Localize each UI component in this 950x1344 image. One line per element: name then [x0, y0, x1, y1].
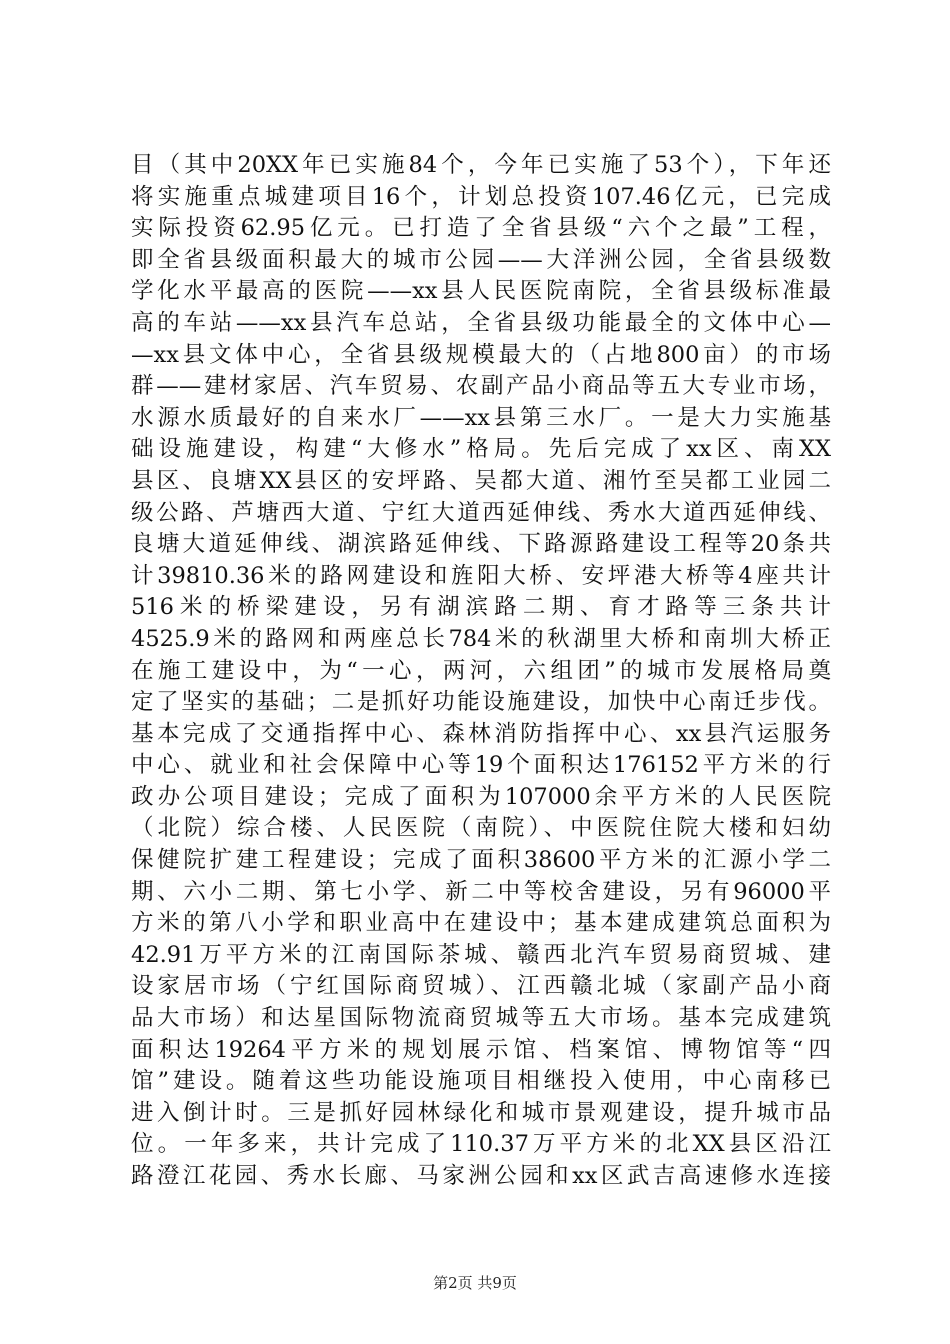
text-line: 品大市场）和达星国际物流商贸城等五大市场。基本完成建筑	[131, 1005, 831, 1032]
text-line: 学化水平最高的医院——xx县人民医院南院，全省县级标准最	[131, 278, 831, 305]
text-line: 4525.9米的路网和两座总长784米的秋湖里大桥和南圳大桥正	[131, 625, 831, 652]
text-line: 定了坚实的基础；二是抓好功能设施建设，加快中心南迁步伐。	[131, 689, 831, 716]
text-line: 级公路、芦塘西大道、宁红大道西延伸线、秀水大道西延伸线、	[131, 499, 831, 526]
text-line: 目（其中20XX年已实施84个，今年已实施了53个），下年还	[131, 152, 831, 178]
text-line: （北院）综合楼、人民医院（南院）、中医院住院大楼和妇幼	[131, 815, 831, 842]
text-line: 县区、良塘XX县区的安坪路、吴都大道、湘竹至吴都工业园二	[131, 467, 831, 494]
page-footer: 第2页 共9页	[433, 1274, 517, 1292]
text-line: 面积达19264平方米的规划展示馆、档案馆、博物馆等“四	[131, 1036, 831, 1063]
text-line: 期、六小二期、第七小学、新二中等校舍建设，另有96000平	[131, 878, 831, 905]
text-line: 高的车站——xx县汽车总站，全省县级功能最全的文体中心—	[131, 309, 831, 336]
text-line: 42.91万平方米的江南国际茶城、赣西北汽车贸易商贸城、建	[131, 941, 831, 968]
text-line: 水源水质最好的自来水厂——xx县第三水厂。一是大力实施基	[131, 404, 831, 431]
text-line: 中心、就业和社会保障中心等19个面积达176152平方米的行	[131, 752, 831, 779]
text-line: 即全省县级面积最大的城市公园——大洋洲公园，全省县级数	[131, 246, 831, 273]
text-line: 政办公项目建设；完成了面积为107000余平方米的人民医院	[131, 783, 831, 810]
text-line: 基本完成了交通指挥中心、森林消防指挥中心、xx县汽运服务	[131, 720, 831, 747]
text-line: 在施工建设中，为“一心，两河，六组团”的城市发展格局奠	[131, 657, 831, 684]
text-line: 路澄江花园、秀水长廊、马家洲公园和xx区武吉高速修水连接	[131, 1163, 831, 1189]
text-line: 位。一年多来，共计完成了110.37万平方米的北XX县区沿江	[131, 1131, 831, 1158]
text-line: 础设施建设，构建“大修水”格局。先后完成了xx区、南XX	[131, 436, 831, 463]
body-text	[131, 150, 831, 1193]
text-line: 馆”建设。随着这些功能设施项目相继投入使用，中心南移已	[131, 1068, 831, 1095]
text-line: 良塘大道延伸线、湖滨路延伸线、下路源路建设工程等20条共	[131, 531, 831, 558]
text-line: 设家居市场（宁红国际商贸城）、江西赣北城（家副产品小商	[131, 973, 831, 1000]
text-line: —xx县文体中心，全省县级规模最大的（占地800亩）的市场	[131, 341, 831, 368]
text-line: 进入倒计时。三是抓好园林绿化和城市景观建设，提升城市品	[131, 1099, 831, 1126]
text-line: 计39810.36米的路网建设和旌阳大桥、安坪港大桥等4座共计	[131, 562, 831, 589]
text-line: 将实施重点城建项目16个，计划总投资107.46亿元，已完成	[131, 183, 831, 210]
text-line: 群——建材家居、汽车贸易、农副产品小商品等五大专业市场，	[131, 373, 831, 400]
text-line: 516米的桥梁建设，另有湖滨路二期、育才路等三条共计	[131, 594, 831, 621]
text-line: 实际投资62.95亿元。已打造了全省县级“六个之最”工程，	[131, 215, 831, 242]
text-line: 保健院扩建工程建设；完成了面积38600平方米的汇源小学二	[131, 847, 831, 874]
text-line: 方米的第八小学和职业高中在建设中；基本建成建筑总面积为	[131, 910, 831, 937]
